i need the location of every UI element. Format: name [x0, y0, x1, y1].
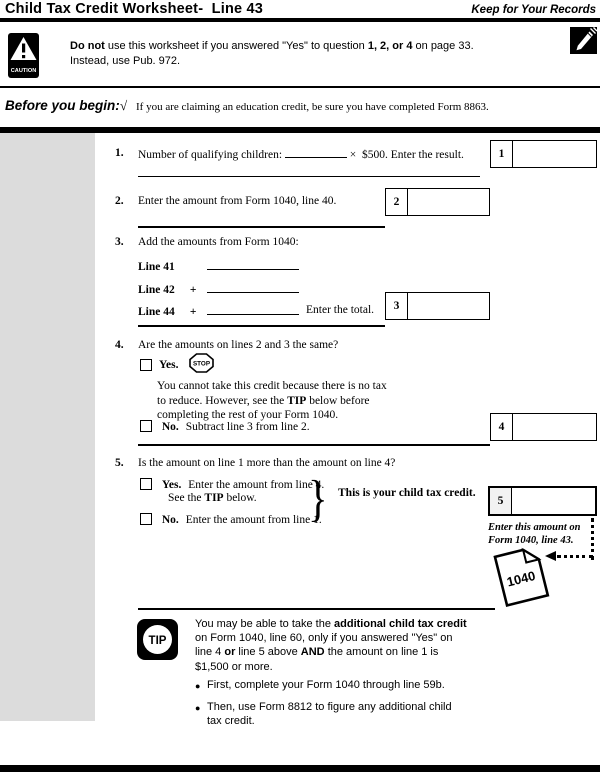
- amount-box-5: [488, 486, 597, 516]
- item-3-line-row: [138, 282, 299, 296]
- item-1-number: 1.: [115, 147, 124, 159]
- item-1-mult-text: × $500. Enter the result.: [349, 149, 464, 161]
- item-4-yes-paragraph: [157, 379, 387, 423]
- amount-box-1: [490, 140, 597, 168]
- section-rule: [0, 86, 600, 88]
- item-2-text: Enter the amount from Form 1040, line 40.: [138, 195, 337, 207]
- item-2-divider: [138, 226, 385, 228]
- brace: }: [308, 471, 328, 527]
- caution-text-b: on page 33.: [412, 40, 474, 52]
- item-4-no-row: [140, 420, 310, 433]
- line-42-label: Line 42: [138, 284, 175, 296]
- item-4-yes-row: [140, 356, 214, 373]
- pencil-icon: [570, 27, 597, 59]
- dotted-arrow-vertical: [591, 518, 594, 560]
- paragraph-line: You cannot take this credit because there is no tax: [157, 380, 387, 392]
- amount-box-3-label: 3: [386, 293, 408, 319]
- before-you-begin-label: Before you begin:: [5, 98, 120, 113]
- amount-box-5-label: 5: [490, 488, 512, 514]
- tip-icon: [137, 619, 178, 665]
- amount-box-1-field[interactable]: [513, 141, 596, 167]
- amount-box-4: [490, 413, 597, 441]
- stop-icon: [189, 353, 214, 373]
- line-44-label: Line 44: [138, 306, 175, 318]
- caution-text-a: use this worksheet if you answered "Yes" to question: [104, 40, 368, 52]
- paragraph-line: completing the rest of your Form 1040.: [157, 409, 339, 421]
- item-1-label: Number of qualifying children:: [138, 149, 283, 161]
- form-1040-icon-label: 1040: [505, 567, 537, 590]
- tip-section-divider: [138, 608, 495, 610]
- stop-icon-label: STOP: [192, 360, 210, 368]
- item-5-no-checkbox[interactable]: [140, 513, 152, 525]
- amount-box-2-field[interactable]: [408, 189, 489, 215]
- no-text: Subtract line 3 from line 2.: [185, 421, 310, 433]
- dotted-arrow-horizontal: [557, 555, 593, 558]
- item-1-divider: [138, 176, 480, 177]
- amount-box-5-field[interactable]: [512, 488, 595, 514]
- arrowhead-icon: [545, 551, 556, 561]
- header-rule: [0, 18, 600, 22]
- caution-icon: [8, 33, 39, 83]
- item-1-entry-blank[interactable]: [285, 147, 347, 158]
- amount-box-3: [385, 292, 490, 320]
- item-4-question: Are the amounts on lines 2 and 3 the same?: [138, 339, 339, 351]
- item-4-no-checkbox[interactable]: [140, 420, 152, 432]
- line-41-entry-blank[interactable]: [207, 259, 299, 270]
- yes-text: Enter the amount from line 4.: [188, 479, 325, 491]
- yes-label: Yes.: [161, 479, 182, 491]
- amount-box-2-label: 2: [386, 189, 408, 215]
- amount-box-4-label: 4: [491, 414, 513, 440]
- item-4-divider: [138, 444, 490, 446]
- tip-line: You may be able to take the additional child tax credit: [195, 618, 467, 630]
- tip-line: $1,500 or more.: [195, 660, 273, 673]
- paragraph-line: to reduce. However, see the TIP below before: [157, 394, 370, 407]
- checkmark-icon: √: [120, 98, 128, 113]
- tip-bullet-text: First, complete your Form 1040 through line 59b.: [207, 679, 445, 691]
- item-2-number: 2.: [115, 195, 124, 207]
- page-title: Child Tax Credit Worksheet- Line 43: [5, 1, 264, 17]
- item-5-question: Is the amount on line 1 more than the amount on line 4?: [138, 457, 396, 469]
- yes-label: Yes.: [159, 358, 179, 371]
- bullet-icon: ●: [195, 703, 201, 713]
- item-5-yes-row: [140, 478, 324, 491]
- bottom-bar: [0, 765, 600, 772]
- item-3-text: Add the amounts from Form 1040:: [138, 236, 299, 248]
- before-you-begin-text: If you are claiming an education credit, be sure you have completed Form 8863.: [136, 101, 489, 113]
- item-3-divider: [138, 325, 385, 327]
- tip-icon-label: TIP: [148, 634, 167, 647]
- caution-question-numbers: 1, 2, or 4: [367, 40, 413, 52]
- form-1040-icon: [491, 543, 552, 614]
- no-text: Enter the amount from line 1.: [185, 514, 322, 526]
- item-1-text: [138, 147, 464, 161]
- item-5-number: 5.: [115, 457, 124, 469]
- enter-amount-note: Enter this amount on Form 1040, line 43.: [488, 522, 581, 546]
- no-label: No.: [161, 514, 179, 526]
- tip-bullet-text: Then, use Form 8812 to figure any additional child tax credit.: [207, 701, 452, 727]
- plus-sign: +: [189, 306, 197, 318]
- amount-box-1-label: 1: [491, 141, 513, 167]
- tip-line: line 4 or line 5 above AND the amount on line 1 is: [195, 646, 439, 659]
- keep-for-records-label: Keep for Your Records: [471, 4, 596, 16]
- item-3-line-row: [138, 259, 299, 273]
- item-5-yes-checkbox[interactable]: [140, 478, 152, 490]
- caution-bold-text: Do not: [70, 40, 105, 52]
- no-label: No.: [161, 421, 179, 433]
- caution-line2: Instead, use Pub. 972.: [70, 54, 181, 67]
- tip-bullet: [195, 679, 445, 694]
- left-margin-strip: [0, 133, 95, 721]
- item-3-number: 3.: [115, 236, 124, 248]
- line-44-entry-blank[interactable]: [207, 304, 299, 315]
- tip-line: on Form 1040, line 60, only if you answered "Yes" on: [195, 632, 453, 645]
- caution-icon-label: CAUTION: [10, 68, 37, 74]
- item-3-line-row: [138, 304, 299, 318]
- item-5-yes-line2: See the TIP below.: [168, 492, 257, 504]
- child-tax-credit-label: This is your child tax credit.: [338, 487, 476, 499]
- tip-bullet: [195, 701, 452, 728]
- enter-total-label: Enter the total.: [306, 304, 375, 316]
- plus-sign: +: [189, 284, 197, 296]
- bullet-icon: ●: [195, 681, 201, 691]
- item-5-no-row: [140, 513, 322, 526]
- line-42-entry-blank[interactable]: [207, 282, 299, 293]
- amount-box-4-field[interactable]: [513, 414, 596, 440]
- tip-paragraph: [195, 617, 467, 674]
- caution-text: [70, 39, 510, 68]
- item-4-number: 4.: [115, 339, 124, 351]
- item-4-yes-checkbox[interactable]: [140, 359, 152, 371]
- amount-box-3-field[interactable]: [408, 293, 489, 319]
- line-41-label: Line 41: [138, 261, 175, 273]
- amount-box-2: [385, 188, 490, 216]
